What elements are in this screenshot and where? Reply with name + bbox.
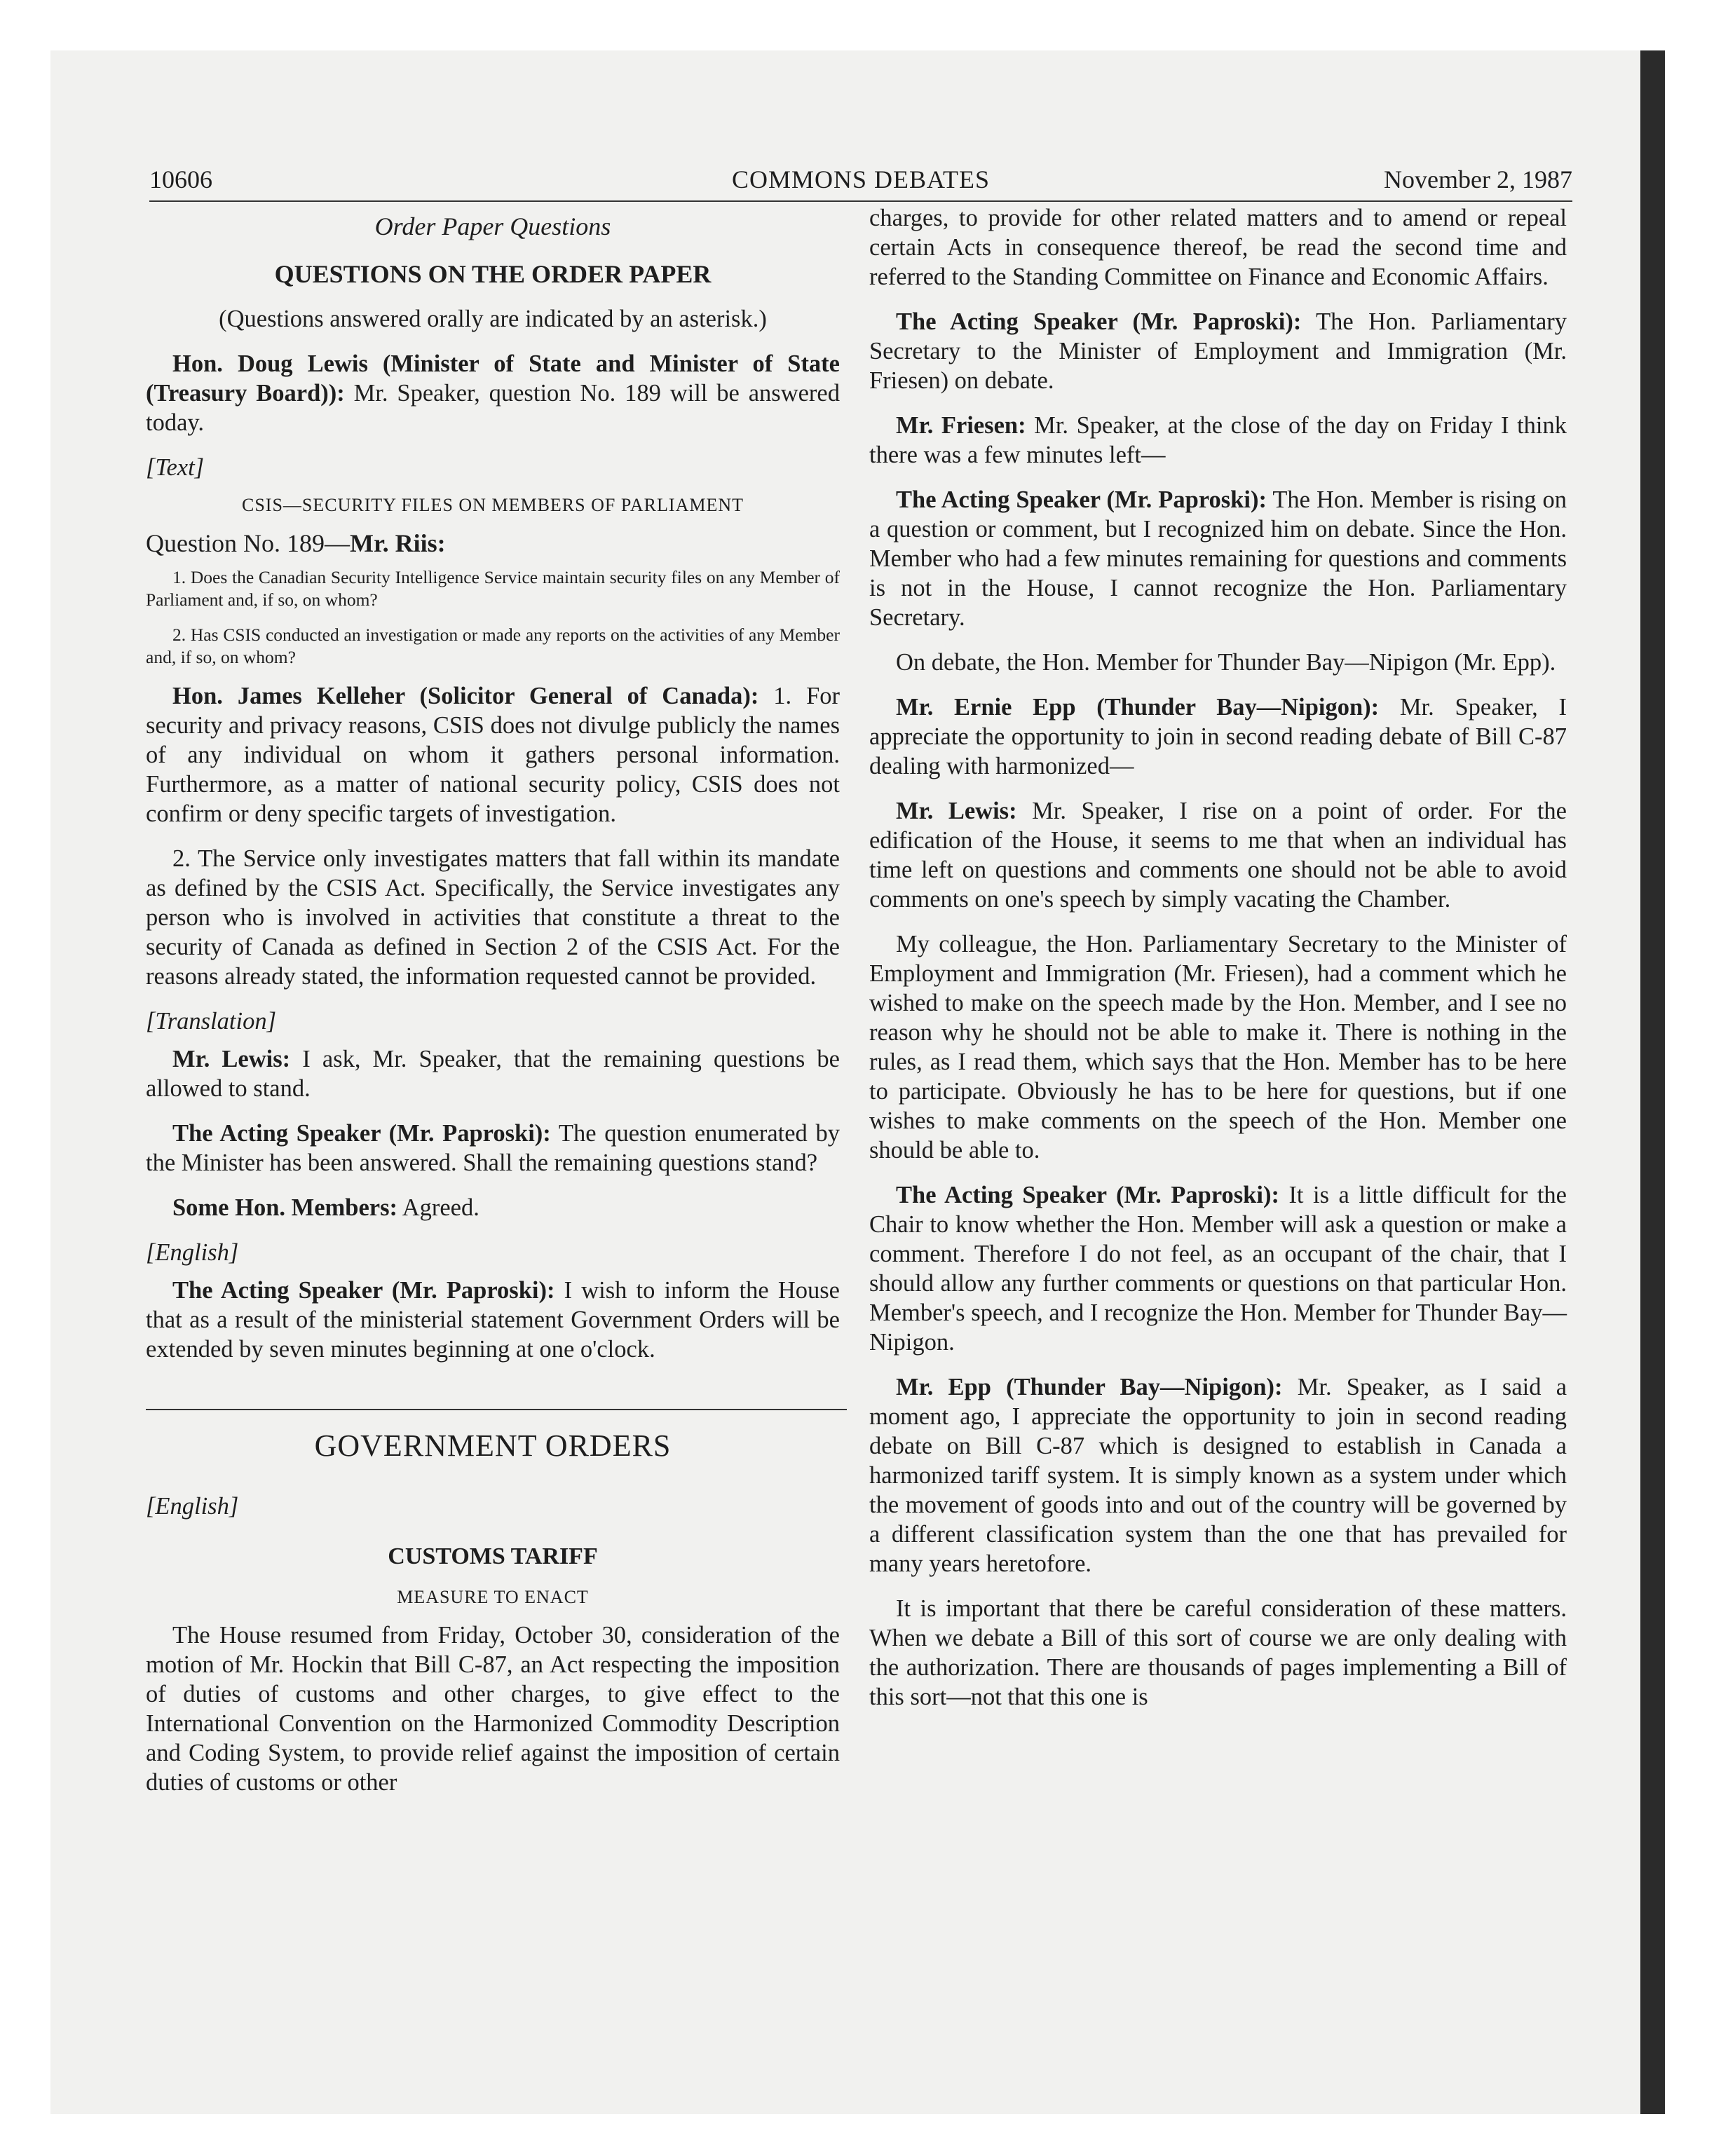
paragraph-on-debate: On debate, the Hon. Member for Thunder Bay—Nipigon (Mr. Epp). <box>896 649 1556 676</box>
language-tag: [Text] <box>146 454 205 481</box>
language-tag: [Translation] <box>146 1008 276 1035</box>
speaker-name: The Acting Speaker (Mr. Paproski): <box>896 308 1302 335</box>
speaker-name: Mr. Ernie Epp (Thunder Bay—Nipigon): <box>896 694 1380 721</box>
page-number: 10606 <box>149 165 212 193</box>
paragraph-epp-2: Mr. Epp (Thunder Bay—Nipigon): Mr. Speaker, as I said a moment ago, I appreciate the opportunity to join in second reading debate on Bill C-87 which is designed to establish in Canada a harmonized tariff system. It is simply known as a system under which the movement of goods into and out of the country will be governed by a different classification system than the one that has prevailed for many years heretofore. <box>869 1374 1567 1577</box>
left-column <box>146 203 840 1813</box>
paragraph-lewis-point-of-order: Mr. Lewis: Mr. Speaker, I rise on a point of order. For the edification of the House, it seems to me that when an individual has time left on questions and comments one should not be able to avoid comments on one's speech by simply vacating the Chamber. <box>869 798 1567 913</box>
subheading-customs-tariff: CUSTOMS TARIFF <box>388 1543 598 1569</box>
speaker-name: Mr. Friesen: <box>896 412 1026 439</box>
speaker-name: The Acting Speaker (Mr. Paproski): <box>172 1120 551 1147</box>
speaker-name: The Acting Speaker (Mr. Paproski): <box>896 486 1267 513</box>
speaker-name: The Acting Speaker (Mr. Paproski): <box>172 1277 555 1304</box>
speaker-name: Hon. James Kelleher (Solicitor General of Canada): <box>172 683 759 709</box>
publication-date: November 2, 1987 <box>1384 165 1572 193</box>
paragraph-epp-3: It is important that there be careful consideration of these matters. When we debate a Bill of this sort of course we are only dealing with the authorization. There are thousands of pages implementing a Bill of this sort—not that this one is <box>869 1595 1567 1710</box>
paragraph-kelleher-answer: Hon. James Kelleher (Solicitor General of Canada): 1. For security and privacy reasons, CSIS does not divulge publicly the names of any individual on whom it gathers personal information. Furthermore, as a matter of national security policy, CSIS does not confirm or deny specific targets of investigation. <box>146 683 840 827</box>
question-item-1: 1. Does the Canadian Security Intelligence Service maintain security files on any Member of Parliament and, if so, on whom? <box>146 567 840 610</box>
speaker-name: The Acting Speaker (Mr. Paproski): <box>896 1182 1279 1208</box>
question-number: Question No. 189—Mr. Riis: <box>146 529 446 557</box>
question-item-2: 2. Has CSIS conducted an investigation or made any reports on the activities of any Member and, if so, on whom? <box>146 625 840 667</box>
question-title: CSIS—SECURITY FILES ON MEMBERS OF PARLIAMENT <box>241 495 744 515</box>
scan-edge-shadow <box>1640 50 1665 2114</box>
paragraph-lewis-stand: Mr. Lewis: I ask, Mr. Speaker, that the remaining questions be allowed to stand. <box>146 1046 840 1102</box>
subheading-measure: MEASURE TO ENACT <box>397 1587 589 1607</box>
paragraph-house-resumed: The House resumed from Friday, October 30, consideration of the motion of Mr. Hockin that Bill C-87, an Act respecting the imposition of duties of customs and other charges, to give effect to the International Convention on the Harmonized Commodity Description and Coding System, to provide relief against the imposition of certain duties of customs or other <box>146 1622 840 1796</box>
paragraph-acting-speaker-2: The Acting Speaker (Mr. Paproski): I wish to inform the House that as a result of the ministerial statement Government Orders will be extended by seven minutes beginning at one o'clock. <box>146 1277 840 1363</box>
government-orders-block <box>146 1428 840 1529</box>
paragraph-friesen: Mr. Friesen: Mr. Speaker, at the close of the day on Friday I think there was a few minutes left— <box>869 412 1567 468</box>
paragraph-kelleher-answer-2: 2. The Service only investigates matters that fall within its mandate as defined by the CSIS Act. Specifically, the Service investigates any person who is involved in activities that constitute a threat to the security of Canada as defined in Section 2 of the CSIS Act. For the reasons already stated, the information requested cannot be provided. <box>146 845 840 990</box>
speaker-name: Some Hon. Members: <box>172 1194 397 1221</box>
language-tag: [English] <box>146 1239 239 1266</box>
speaker-name: Hon. Doug Lewis (Minister of State and Minister of State (Treasury Board)): <box>146 350 840 407</box>
paragraph-motion-continued: charges, to provide for other related matters and to amend or repeal certain Acts in consequence thereof, be read the second time and referred to the Standing Committee on Finance and Economic Affairs. <box>869 205 1567 290</box>
paragraph-acting-speaker-5: The Acting Speaker (Mr. Paproski): It is a little difficult for the Chair to know whether the Hon. Member will ask a question or make a comment. Therefore I do not feel, as an occupant of the chair, that I should allow any further comments or questions on that particular Hon. Member's speech, and I recognize the Hon. Member for Thunder Bay—Nipigon. <box>869 1182 1567 1356</box>
paragraph-acting-speaker-3: The Acting Speaker (Mr. Paproski): The Hon. Parliamentary Secretary to the Minister of Employment and Immigration (Mr. Friesen) on debate. <box>869 308 1567 394</box>
order-paper-label: Order Paper Questions <box>374 212 611 240</box>
speaker-name: Mr. Lewis: <box>172 1046 291 1072</box>
paragraph-lewis-colleague: My colleague, the Hon. Parliamentary Secretary to the Minister of Employment and Immigration (Mr. Friesen), had a comment which he wished to make on the speech made by the Hon. Member, and I see no reason why he should not be able to make it. There is nothing in the rules, as I read them, which says that the Hon. Member has to be here to participate. Obviously he has to be here for questions, but if one wishes to make comments on the speech of the Hon. Member one should be able to. <box>869 931 1567 1164</box>
paragraph-epp-1: Mr. Ernie Epp (Thunder Bay—Nipigon): Mr. Speaker, I appreciate the opportunity to join in second reading debate of Bill C-87 dealing with harmonized— <box>869 694 1567 779</box>
paragraph-lewis-answer: Hon. Doug Lewis (Minister of State and Minister of State (Treasury Board)): Mr. Speaker, question No. 189 will be answered today. <box>146 350 840 436</box>
publication-title: COMMONS DEBATES <box>731 165 991 193</box>
speaker-name: Mr. Epp (Thunder Bay—Nipigon): <box>896 1374 1283 1400</box>
paragraph-acting-speaker-1: The Acting Speaker (Mr. Paproski): The question enumerated by the Minister has been answered. Shall the remaining questions stand? <box>146 1120 840 1176</box>
language-tag: [English] <box>146 1493 239 1520</box>
right-column <box>869 203 1567 1727</box>
section-heading-government-orders: GOVERNMENT ORDERS <box>314 1428 672 1463</box>
paragraph-acting-speaker-4: The Acting Speaker (Mr. Paproski): The Hon. Member is rising on a question or comment, but I recognized him on debate. Since the Hon. Member who had a few minutes remaining for questions and comments is not in the House, I cannot recognize the Hon. Parliamentary Secretary. <box>869 486 1567 631</box>
section-heading-questions: QUESTIONS ON THE ORDER PAPER <box>274 260 712 288</box>
intro-note: (Questions answered orally are indicated by an asterisk.) <box>219 306 767 332</box>
speaker-name: Mr. Lewis: <box>896 798 1017 824</box>
section-divider <box>146 1409 847 1410</box>
paragraph-members-agreed: Some Hon. Members: Agreed. <box>172 1194 479 1221</box>
page-header <box>149 158 1572 202</box>
